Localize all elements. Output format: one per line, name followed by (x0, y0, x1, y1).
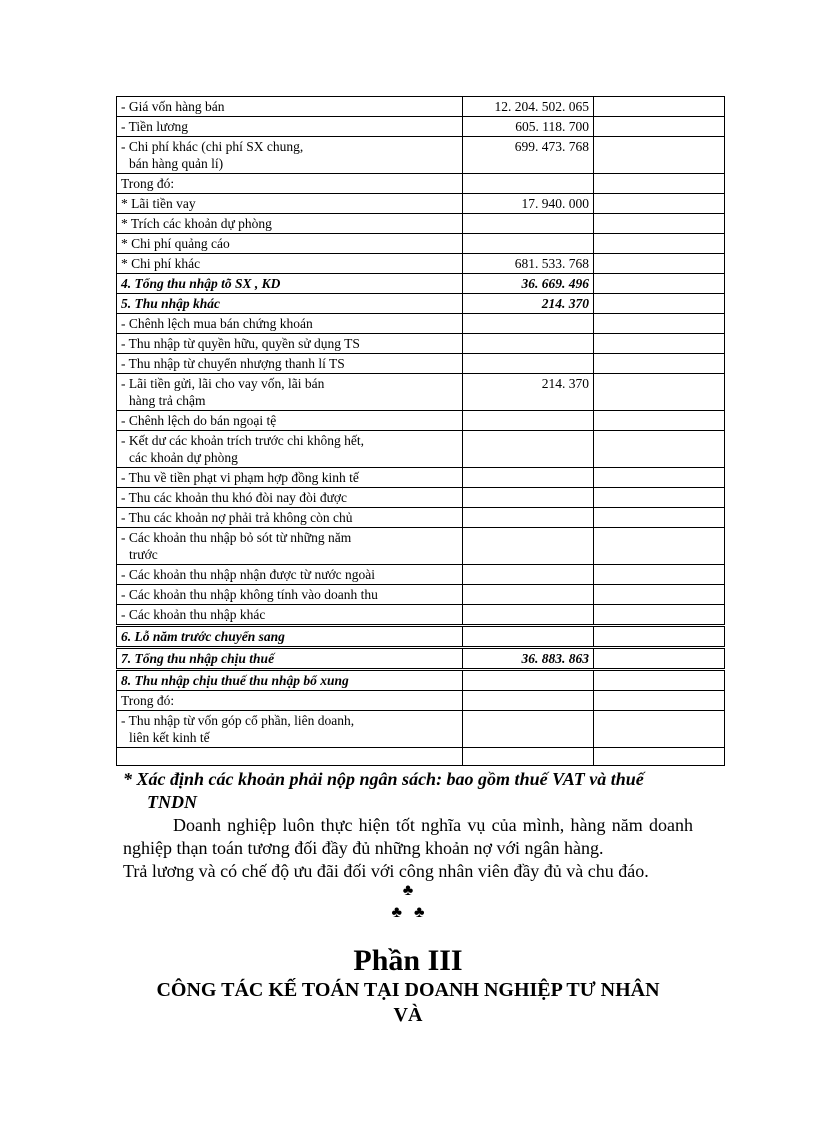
row-amount: 214. 370 (463, 374, 594, 411)
row-label-line: - Lãi tiền gửi, lãi cho vay vốn, lãi bán (121, 376, 325, 391)
row-amount (463, 691, 594, 711)
row-extra (594, 137, 725, 174)
note-title (123, 768, 693, 814)
row-extra (594, 748, 725, 766)
row-amount (463, 411, 594, 431)
table-row (117, 194, 725, 214)
row-extra (594, 670, 725, 691)
row-label-line: - Thu nhập từ chuyển nhượng thanh lí TS (121, 356, 345, 371)
note-title-line1: * Xác định các khoản phải nộp ngân sách: bao gồm thuế VAT và thuế (123, 769, 644, 789)
row-label-line-2: các khoản dự phòng (129, 450, 238, 465)
row-label-line: Trong đó: (121, 693, 175, 708)
table-row (117, 294, 725, 314)
row-label-line: - Thu nhập từ vốn góp cổ phần, liên doanh, (121, 713, 355, 728)
row-label-line-2: trước (129, 547, 158, 562)
row-amount (463, 488, 594, 508)
row-extra (594, 254, 725, 274)
row-amount (463, 214, 594, 234)
table-row (117, 137, 725, 174)
row-amount (463, 508, 594, 528)
table-row (117, 431, 725, 468)
row-amount: 681. 533. 768 (463, 254, 594, 274)
row-extra (594, 585, 725, 605)
row-extra (594, 274, 725, 294)
row-extra (594, 194, 725, 214)
row-label (117, 508, 463, 528)
row-label (117, 711, 463, 748)
row-amount: 214. 370 (463, 294, 594, 314)
table-row (117, 670, 725, 691)
income-table (116, 96, 725, 766)
row-amount: 36. 883. 863 (463, 648, 594, 670)
row-label (117, 468, 463, 488)
table-row (117, 234, 725, 254)
row-label (117, 274, 463, 294)
row-amount: 12. 204. 502. 065 (463, 97, 594, 117)
row-label-line: - Các khoản thu nhập nhận được từ nước ngoài (121, 567, 376, 582)
table-row (117, 508, 725, 528)
row-amount (463, 565, 594, 585)
row-label (117, 431, 463, 468)
row-label (117, 234, 463, 254)
table-row (117, 626, 725, 648)
row-label-line: 5. Thu nhập khác (121, 296, 221, 311)
row-amount (463, 670, 594, 691)
row-extra (594, 214, 725, 234)
row-label (117, 374, 463, 411)
row-label-line: 4. Tổng thu nhập tõ SX , KD (121, 276, 281, 291)
table-row (117, 274, 725, 294)
row-amount (463, 234, 594, 254)
table-row (117, 411, 725, 431)
row-label-line: - Chênh lệch mua bán chứng khoán (121, 316, 313, 331)
row-extra (594, 508, 725, 528)
table-row (117, 214, 725, 234)
row-label (117, 334, 463, 354)
row-label (117, 605, 463, 626)
row-label (117, 528, 463, 565)
table-row (117, 254, 725, 274)
table-row (117, 691, 725, 711)
club-ornament-top: ♣ (402, 882, 414, 899)
row-label (117, 748, 463, 766)
row-label (117, 137, 463, 174)
row-extra (594, 294, 725, 314)
table-row (117, 314, 725, 334)
table-row (117, 585, 725, 605)
row-label-line-2: hàng trả chậm (129, 393, 206, 408)
row-label-line: * Chi phí khác (121, 256, 201, 271)
row-label-line: - Thu các khoản thu khó đòi nay đòi được (121, 490, 348, 505)
row-extra (594, 234, 725, 254)
row-amount: 36. 669. 496 (463, 274, 594, 294)
row-label-line: 6. Lỗ năm trước chuyển sang (121, 629, 285, 644)
row-amount (463, 468, 594, 488)
row-extra (594, 374, 725, 411)
row-label (117, 314, 463, 334)
note-title-line2: TNDN (147, 792, 197, 812)
row-amount: 605. 118. 700 (463, 117, 594, 137)
row-label (117, 585, 463, 605)
row-label-line: - Các khoản thu nhập không tính vào doanh thu (121, 587, 378, 602)
row-amount (463, 605, 594, 626)
table-row (117, 711, 725, 748)
row-label-line: - Các khoản thu nhập bỏ sót từ những năm (121, 530, 352, 545)
part-subtitle-line2: VÀ (393, 1004, 423, 1026)
row-label-line: 7. Tổng thu nhập chịu thuế (121, 651, 275, 666)
row-extra (594, 411, 725, 431)
row-label (117, 354, 463, 374)
table-row (117, 528, 725, 565)
row-label (117, 117, 463, 137)
table-row (117, 334, 725, 354)
part-subtitle (0, 978, 816, 1028)
row-amount (463, 585, 594, 605)
row-extra (594, 565, 725, 585)
club-ornament-bottom: ♣♣ (391, 904, 437, 921)
row-amount (463, 174, 594, 194)
table-row (117, 488, 725, 508)
row-amount (463, 334, 594, 354)
table-row (117, 648, 725, 670)
row-amount (463, 748, 594, 766)
row-amount (463, 431, 594, 468)
row-label-line: - Tiền lương (121, 119, 188, 134)
row-extra (594, 117, 725, 137)
table-row (117, 354, 725, 374)
row-label (117, 411, 463, 431)
row-label (117, 294, 463, 314)
row-extra (594, 354, 725, 374)
row-extra (594, 626, 725, 648)
row-label-line-2: bán hàng quản lí) (129, 156, 224, 171)
row-label-line: - Giá vốn hàng bán (121, 99, 225, 114)
row-amount (463, 711, 594, 748)
table-row (117, 97, 725, 117)
row-label-line: - Thu về tiền phạt vi phạm hợp đồng kinh tế (121, 470, 359, 485)
table-row (117, 374, 725, 411)
row-amount: 17. 940. 000 (463, 194, 594, 214)
table-row (117, 748, 725, 766)
income-table-container (116, 96, 724, 766)
row-extra (594, 334, 725, 354)
row-amount (463, 626, 594, 648)
row-extra (594, 174, 725, 194)
row-label (117, 194, 463, 214)
row-label-line: * Trích các khoản dự phòng (121, 216, 272, 231)
note-body-text: Doanh nghiệp luôn thực hiện tốt nghĩa vụ của mình, hàng năm doanh nghiệp thạn toán tương đối đầy đủ những khoản nợ với ngân hàng. (123, 815, 693, 858)
row-label-line: - Các khoản thu nhập khác (121, 607, 266, 622)
row-extra (594, 711, 725, 748)
row-label-line: * Chi phí quảng cáo (121, 236, 230, 251)
row-label (117, 626, 463, 648)
row-label (117, 214, 463, 234)
row-extra (594, 431, 725, 468)
row-label-line: - Kết dư các khoản trích trước chi không hết, (121, 433, 364, 448)
table-row (117, 468, 725, 488)
row-label-line: * Lãi tiền vay (121, 196, 196, 211)
row-label (117, 254, 463, 274)
row-label-line: - Chi phí khác (chi phí SX chung, (121, 139, 304, 154)
row-label-line: - Thu nhập từ quyền hữu, quyền sử dụng TS (121, 336, 360, 351)
row-label-line: 8. Thu nhập chịu thuế thu nhập bổ xung (121, 673, 349, 688)
row-label (117, 648, 463, 670)
row-extra (594, 691, 725, 711)
table-row (117, 117, 725, 137)
part-heading: Phần III (353, 944, 463, 977)
row-extra (594, 488, 725, 508)
table-row (117, 174, 725, 194)
table-row (117, 565, 725, 585)
row-amount: 699. 473. 768 (463, 137, 594, 174)
row-amount (463, 528, 594, 565)
row-extra (594, 648, 725, 670)
row-amount (463, 314, 594, 334)
row-label (117, 97, 463, 117)
budget-note (123, 768, 693, 883)
row-label (117, 565, 463, 585)
note-body-last: Trả lương và có chế độ ưu đãi đối với công nhân viên đầy đủ và chu đáo. (123, 861, 649, 881)
row-label (117, 691, 463, 711)
row-extra (594, 97, 725, 117)
row-extra (594, 528, 725, 565)
row-label-line: - Thu các khoản nợ phải trả không còn chủ (121, 510, 353, 525)
row-extra (594, 314, 725, 334)
row-label (117, 174, 463, 194)
note-body (123, 814, 693, 883)
row-label-line: - Chênh lệch do bán ngoại tệ (121, 413, 277, 428)
row-label-line: Trong đó: (121, 176, 175, 191)
row-extra (594, 468, 725, 488)
part-subtitle-line1: CÔNG TÁC KẾ TOÁN TẠI DOANH NGHIỆP TƯ NHÂN (156, 979, 660, 1001)
table-row (117, 605, 725, 626)
row-label-line-2: liên kết kinh tế (129, 730, 210, 745)
row-label (117, 488, 463, 508)
row-amount (463, 354, 594, 374)
row-extra (594, 605, 725, 626)
row-label (117, 670, 463, 691)
